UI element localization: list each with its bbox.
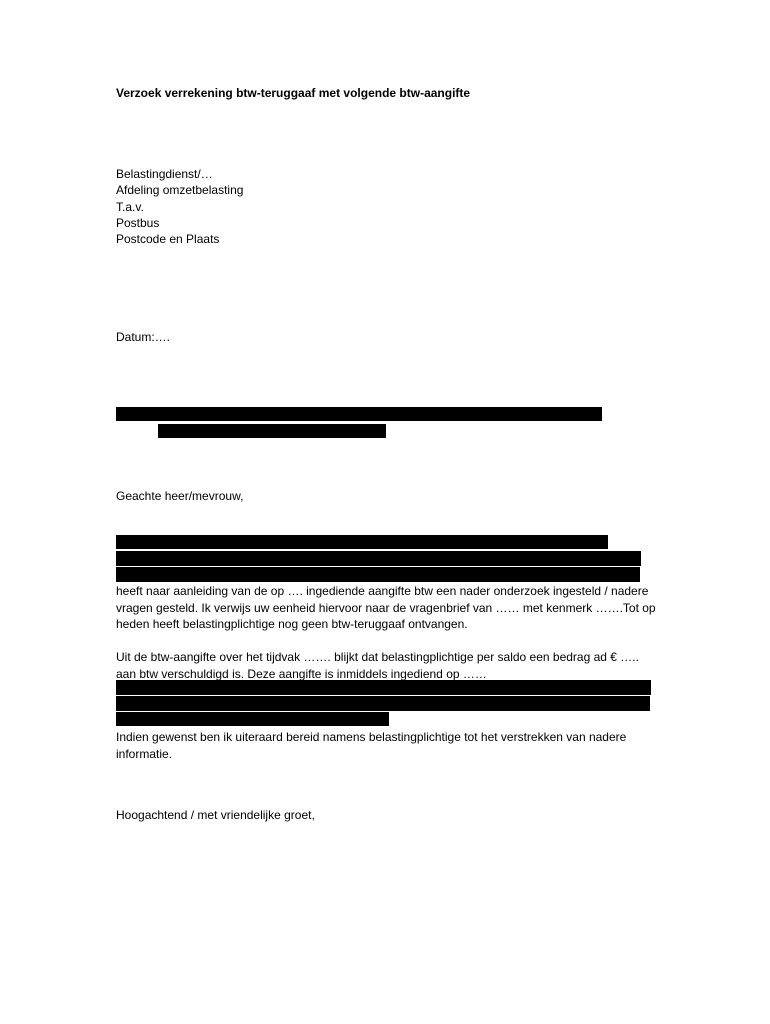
closing-line: Hoogachtend / met vriendelijke groet, [116,808,315,822]
redacted-subject-line-1 [116,407,602,421]
paragraph-aangifte [116,649,661,682]
address-line: T.a.v. [116,199,144,214]
redacted-text-line [116,551,641,566]
paragraph-line: heden heeft belastingplichtige nog geen btw-teruggaaf ontvangen. [116,617,468,631]
address-line: Afdeling omzetbelasting [116,183,244,198]
paragraph-line: Uit de btw-aangifte over het tijdvak ……. blijkt dat belastingplichtige per saldo een bedrag ad € ….. [116,650,639,664]
address-line: Postbus [116,215,160,230]
redacted-text-line [116,680,651,695]
paragraph-line: Indien gewenst ben ik uiteraard bereid namens belastingplichtige tot het verstrekken van nadere [116,730,627,744]
paragraph-line: vragen gesteld. Ik verwijs uw eenheid hiervoor naar de vragenbrief van …… met kenmerk …….Tot op [116,600,656,615]
document-title: Verzoek verrekening btw-teruggaaf met volgende btw-aangifte [116,86,471,100]
paragraph-line: informatie. [116,746,173,761]
redacted-text-line [116,712,389,726]
address-line: Postcode en Plaats [116,232,220,247]
paragraph-line: aan btw verschuldigd is. Deze aangifte is inmiddels ingediend op …… [116,666,487,681]
redacted-subject-line-2 [158,424,386,438]
salutation: Geachte heer/mevrouw, [116,489,244,503]
redacted-text-line [116,696,650,711]
paragraph-onderzoek [116,583,661,633]
address-block [116,166,243,247]
redacted-text-line [116,535,608,549]
redacted-text-line [116,567,640,582]
paragraph-line: heeft naar aanleiding van de op …. ingediende aangifte btw een nader onderzoek ingesteld / nadere [116,584,649,598]
date-line: Datum:…. [116,330,171,344]
paragraph-informatie [116,729,661,762]
address-line: Belastingdienst/… [116,167,213,181]
